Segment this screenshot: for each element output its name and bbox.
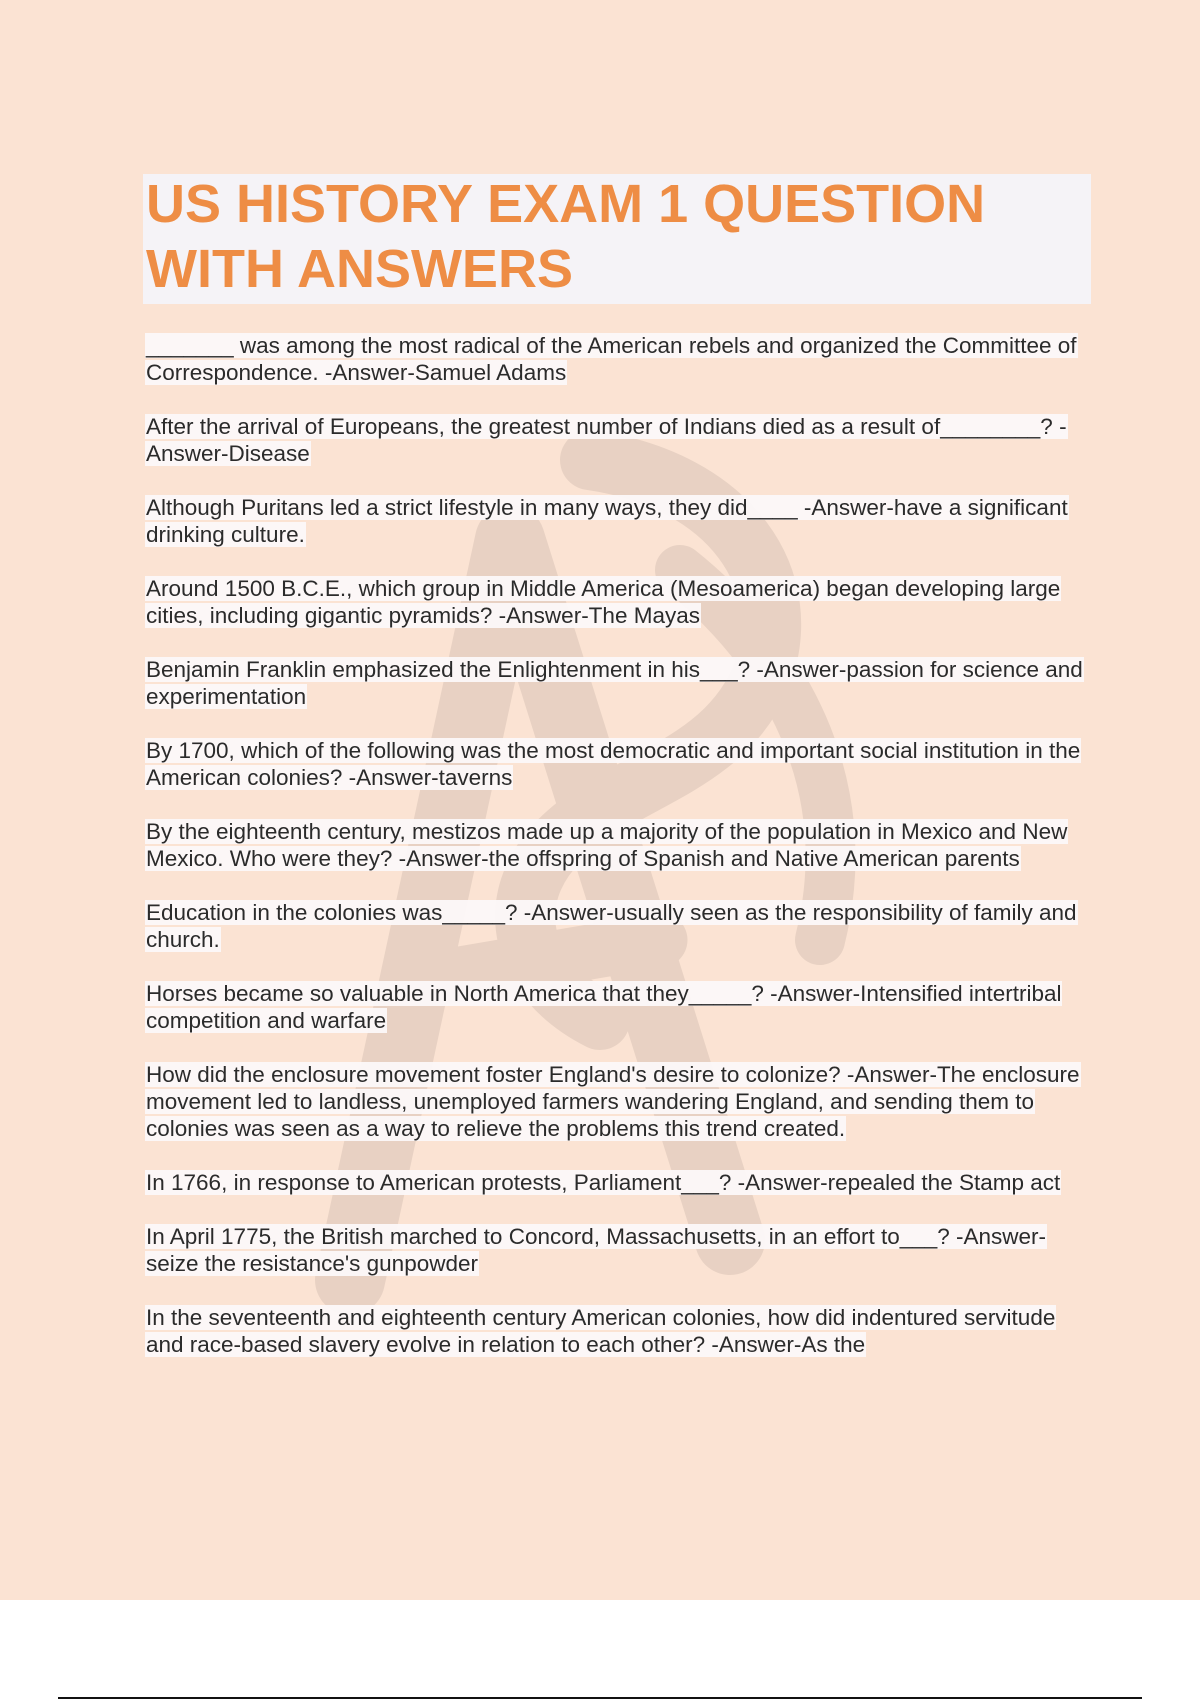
question-item <box>145 818 1095 872</box>
page-bottom-rule <box>58 1697 1142 1699</box>
question-item <box>145 332 1095 386</box>
question-text: Benjamin Franklin emphasized the Enlightenment in his___? -Answer-passion for science and experimentation <box>146 657 1083 709</box>
document-title: US HISTORY EXAM 1 QUESTION WITH ANSWERS <box>146 174 986 299</box>
question-text: How did the enclosure movement foster England's desire to colonize? -Answer-The enclosure movement led to landless, unemployed farmers wandering England, and sending them to colonies was seen as a way to relieve the problems this trend created. <box>146 1062 1080 1141</box>
question-text: Around 1500 B.C.E., which group in Middle America (Mesoamerica) began developing large cities, including gigantic pyramids? -Answer-The Mayas <box>146 576 1061 628</box>
question-item <box>145 980 1095 1034</box>
question-list <box>145 332 1095 1385</box>
question-text: After the arrival of Europeans, the greatest number of Indians died as a result of________? -Answer-Disease <box>146 414 1067 466</box>
question-item <box>145 1061 1095 1142</box>
question-text: _______ was among the most radical of the American rebels and organized the Committee of Correspondence. -Answer-Samuel Adams <box>146 333 1077 385</box>
question-item <box>145 1223 1095 1277</box>
question-item <box>145 1169 1095 1196</box>
question-text: Education in the colonies was_____? -Answer-usually seen as the responsibility of family and church. <box>146 900 1077 952</box>
question-text: Horses became so valuable in North America that they_____? -Answer-Intensified intertribal competition and warfare <box>146 981 1062 1033</box>
question-item <box>145 413 1095 467</box>
question-item <box>145 1304 1095 1358</box>
question-text: In 1766, in response to American protests, Parliament___? -Answer-repealed the Stamp act <box>146 1170 1061 1195</box>
question-text: By 1700, which of the following was the most democratic and important social institution in the American colonies? -Answer-taverns <box>146 738 1081 790</box>
question-text: Although Puritans led a strict lifestyle in many ways, they did____ -Answer-have a significant drinking culture. <box>146 495 1068 547</box>
question-item <box>145 899 1095 953</box>
question-text: By the eighteenth century, mestizos made up a majority of the population in Mexico and New Mexico. Who were they? -Answer-the offspring of Spanish and Native American parents <box>146 819 1068 871</box>
question-item <box>145 656 1095 710</box>
question-text: In April 1775, the British marched to Concord, Massachusetts, in an effort to___? -Answer-seize the resistance's gunpowder <box>146 1224 1047 1276</box>
question-text: In the seventeenth and eighteenth century American colonies, how did indentured servitude and race-based slavery evolve in relation to each other? -Answer-As the <box>146 1305 1056 1357</box>
question-item <box>145 737 1095 791</box>
question-item <box>145 575 1095 629</box>
question-item <box>145 494 1095 548</box>
